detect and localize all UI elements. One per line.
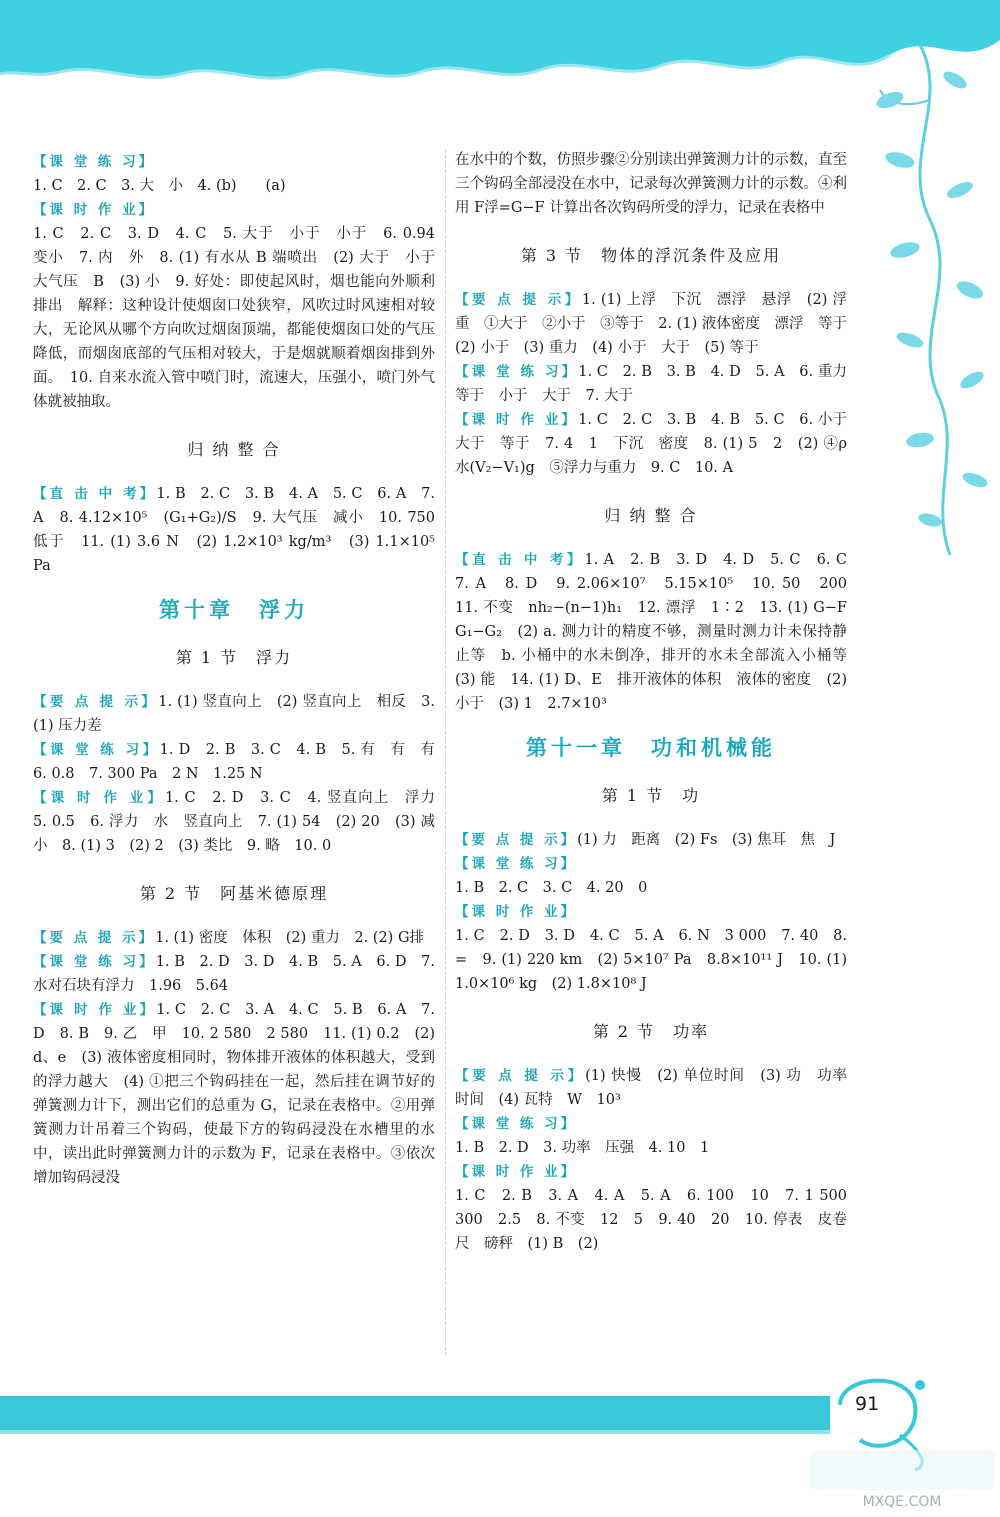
answer-category-tag: 【要 点 提 示】 [455,1068,586,1084]
answer-paragraph [455,360,862,408]
answer-category-tag: 【要 点 提 示】 [33,930,156,946]
answer-paragraph [455,852,847,876]
answer-paragraph [455,1184,862,1256]
page-number: 91 [855,1393,880,1415]
answer-category-tag: 【要 点 提 示】 [455,832,578,848]
answer-paragraph [33,998,440,1190]
answer-text: 1. B 2. D 3. 功率 压强 4. 10 1 [455,1140,710,1156]
answer-paragraph [33,222,450,414]
chapter-heading: 第十章 浮力 [159,598,309,622]
answer-category-tag: 【课 时 作 业】 [455,1164,578,1180]
answer-paragraph [455,876,847,900]
answer-paragraph [455,1064,862,1112]
answer-category-tag: 【直 击 中 考】 [455,552,585,568]
answer-paragraph [33,150,435,174]
answer-text: 1. C 2. C 3. D 4. C 5. 大于 小于 小于 6. 0.94 变小 7. 内 外 8. (1) 有水从 B 端喷出 (2) 大于 小于 大气压 B (3) 小 9. 好处：即使起风时，烟也能向外顺利排出 解释：这种设计使烟囱口处狭窄，风吹过时风速相对较大，无论风从哪个方向吹过烟囱顶端，都能使烟囱口处的气压降低，而烟囱底部的气压相对较大，于是烟就顺着烟囱排到外面。 10. 自来水流入管中喷门时，流速大，压强小，喷门外气体就被抽取。 [33,226,450,410]
answer-category-tag: 【课 堂 练 习】 [455,856,578,872]
answer-paragraph [455,288,862,360]
answer-text: 1. A 2. B 3. D 4. D 5. C 6. C 7. A 8. D 9. 2.06×10⁷ 5.15×10⁵ 10. 50 200 11. 不变 nh₂−(n−1)h₁ 12. 漂浮 1∶2 13. (1) G−F G₁−G₂ (2) a. 测力计的精度不够，测量时测力计未保持静止等 b. 小桶中的水未倒净，排开的水未全部流入小桶等 (3) 能 14. (1) D、E 排开液体的体积 液体的密度 (2) 小于 (3) 1 2.7×10³ [455,552,862,712]
answer-text: 1. B 2. C 3. C 4. 20 0 [455,880,648,896]
answer-category-tag: 【课 堂 练 习】 [455,1116,578,1132]
answer-paragraph [455,924,852,996]
answer-category-tag: 【课 堂 练 习】 [33,742,160,758]
section-heading: 归 纳 整 合 [604,506,698,525]
answer-text: 1. B 2. C 3. B 4. A 5. C 6. A 7. A 8. 4.12×10⁵ (G₁+G₂)/S 9. 大气压 减小 10. 750 低于 11. (1) 3.6 N (2) 1.2×10³ kg/m³ (3) 1.1×10⁵ Pa [33,486,450,574]
answer-paragraph [33,482,450,578]
section-heading: 第 3 节 物体的浮沉条件及应用 [520,246,782,265]
answer-text: 1. B 2. D 3. D 4. B 5. A 6. D 7. 水对石块有浮力 1.96 5.64 [33,954,440,994]
left-column [33,150,450,1190]
answer-text: 1. C 2. C 3. A 4. C 5. B 6. A 7. D 8. B 9. 乙 甲 10. 2 580 2 580 11. (1) 0.2 (2) d、e (3) 液体密度相同时，物体排开液体的体积越大，受到的浮力越大 (4) ①把三个钩码挂在一起，然后挂在调节好的弹簧测力计下，测出它们的总重为 G，记录在表格中。②用弹簧测力计吊着三个钩码，使最下方的钩码浸没在水槽里的水中，读出此时弹簧测力计的示数为 F，记录在表格中。③依次增加钩码浸没 [33,1002,440,1186]
answer-paragraph [455,148,847,220]
answer-paragraph [33,926,435,950]
answer-text: 1. C 2. D 3. C 4. 竖直向上 浮力 5. 0.5 6. 浮力 水 竖直向上 7. (1) 54 (2) 20 (3) 减小 8. (1) 3 (2) 2 (3) 类比 9. 略 10. 0 [33,790,450,854]
answer-text: 1. (1) 密度 体积 (2) 重力 2. (2) G排 [155,930,425,946]
section-heading: 归 纳 整 合 [187,440,281,459]
answer-paragraph [455,828,847,852]
answer-category-tag: 【要 点 提 示】 [33,694,159,710]
section-heading: 第 2 节 功率 [592,1022,710,1041]
answer-text: (1) 力 距离 (2) Fs (3) 焦耳 焦 J [577,832,836,848]
answer-category-tag: 【课 堂 练 习】 [33,154,156,170]
section-heading: 第 1 节 浮力 [175,648,293,667]
section-heading: 第 1 节 功 [601,786,701,805]
answer-category-tag: 【课 堂 练 习】 [455,364,579,380]
answer-paragraph [33,690,440,738]
answer-category-tag: 【课 时 作 业】 [33,1002,157,1018]
answer-paragraph [455,1112,847,1136]
watermark-text: MXQE.COM [862,1494,942,1510]
answer-text: 1. C 2. D 3. D 4. C 5. A 6. N 3 000 7. 40 8. = 9. (1) 220 km (2) 5×10⁷ Pa 8.8×10¹¹ J 10. (1) 1.0×10⁶ kg (2) 1.8×10⁸ J [455,928,852,992]
watermark-logo-icon [810,1450,995,1512]
answer-category-tag: 【课 时 作 业】 [33,202,156,218]
answer-paragraph [455,548,862,716]
answer-paragraph [33,786,450,858]
answer-text: 1. D 2. B 3. C 4. B 5. 有 有 有 6. 0.8 7. 300 Pa 2 N 1.25 N [33,742,450,782]
answer-paragraph [455,900,847,924]
answer-category-tag: 【课 堂 练 习】 [33,954,156,970]
answer-category-tag: 【课 时 作 业】 [455,904,578,920]
answer-text: 1. C 2. C 3. 大 小 4. (b) (a) [33,178,286,194]
answer-category-tag: 【课 时 作 业】 [455,412,579,428]
chapter-heading: 第十一章 功和机械能 [526,736,776,760]
right-column [455,148,862,1256]
answer-paragraph [455,408,862,480]
answer-paragraph [33,950,440,998]
answer-paragraph [455,1160,847,1184]
answer-text: (1) 快慢 (2) 单位时间 (3) 功 功率 时间 (4) 瓦特 W 10³ [455,1068,862,1108]
bottom-band-highlight [0,1430,830,1434]
answer-text: 在水中的个数，仿照步骤②分别读出弹簧测力计的示数，直至三个钩码全部浸没在水中，记录每次弹簧测力计的示数。④利用 F浮=G−F 计算出各次钩码所受的浮力，记录在表格中 [455,152,847,216]
answer-paragraph [33,174,435,198]
answer-category-tag: 【要 点 提 示】 [455,292,582,308]
answer-paragraph [455,1136,847,1160]
answer-paragraph [33,198,435,222]
answer-text: 1. (1) 竖直向上 (2) 竖直向上 相反 3. (1) 压力差 [33,694,440,734]
answer-category-tag: 【课 时 作 业】 [33,790,165,806]
bottom-band [0,1396,830,1430]
answer-text: 1. C 2. C 3. B 4. B 5. C 6. 小于 大于 等于 7. 4 1 下沉 密度 8. (1) 5 2 (2) ④ρ水(V₂−V₁)g ⑤浮力与重力 9. C 10. A [455,412,862,476]
top-wave-banner [0,0,1000,100]
answer-text: 1. C 2. B 3. A 4. A 5. A 6. 100 10 7. 1 500 300 2.5 8. 不变 12 5 9. 40 20 10. 停表 皮卷尺 磅秤 (1) B (2) [455,1188,862,1252]
vine-decoration-icon [860,40,1000,560]
answer-category-tag: 【直 击 中 考】 [33,486,157,502]
answer-text: 1. (1) 上浮 下沉 漂浮 悬浮 (2) 浮 重 ①大于 ②小于 ③等于 2. (1) 液体密度 漂浮 等于 (2) 小于 (3) 重力 (4) 小于 大于 (5) 等于 [455,292,862,356]
answer-text: 1. C 2. B 3. B 4. D 5. A 6. 重力 等于 小于 大于 7. 大于 [455,364,862,404]
answer-paragraph [33,738,450,786]
section-heading: 第 2 节 阿基米德原理 [139,884,329,903]
